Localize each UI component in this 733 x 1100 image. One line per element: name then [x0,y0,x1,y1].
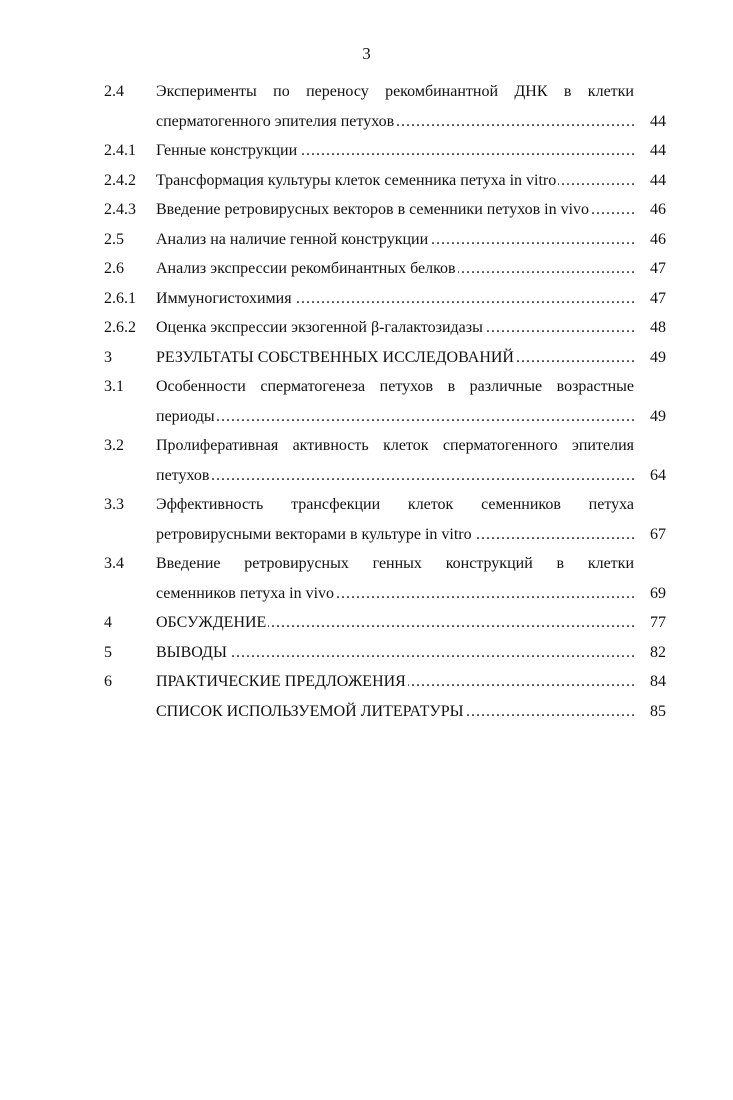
toc-entry-title: РЕЗУЛЬТАТЫ СОБСТВЕННЫХ ИССЛЕДОВАНИЙ [156,348,514,366]
toc-line [0,667,733,697]
toc-line [0,520,733,550]
toc-entry-page: 46 [650,230,666,248]
toc-entry-page: 77 [650,614,666,631]
toc-line [0,490,733,520]
toc-entry-page: 69 [650,584,666,602]
toc-entry-number: 2.4.3 [104,201,136,218]
toc-line [0,313,733,343]
toc-entry-title: Анализ на наличие генной конструкции [156,230,429,248]
table-of-contents [0,77,733,726]
toc-line [0,461,733,491]
toc-entry-number: 2.4.1 [104,142,136,159]
toc-entry-title: семенников петуха in vivo [156,584,335,602]
dot-leader [156,402,634,432]
toc-entry-number: 2.5 [104,230,124,248]
toc-entry-page: 44 [650,142,666,159]
toc-entry-number: 2.4 [104,83,124,100]
toc-line [0,343,733,373]
toc-entry-title: Особенности сперматогенеза петухов в различные возрастные [156,378,634,395]
toc-entry-number: 3.3 [104,496,124,513]
toc-line [0,579,733,609]
toc-line [0,608,733,638]
toc-entry-page: 46 [650,201,666,218]
page-number: 3 [362,44,371,63]
toc-entry-title: Анализ экспрессии рекомбинантных белков [156,260,456,277]
toc-entry-number: 3.2 [104,437,124,454]
toc-line [0,166,733,196]
toc-line [0,549,733,579]
toc-entry-number: 2.6 [104,260,124,277]
toc-entry-page: 44 [650,112,666,130]
toc-entry-number: 2.6.2 [104,319,136,336]
toc-entry-number: 2.4.2 [104,171,136,189]
toc-entry-number: 2.6.1 [104,289,136,307]
toc-entry-number: 4 [104,614,112,631]
toc-entry-page: 47 [650,289,666,307]
toc-entry-number: 3.1 [104,378,124,395]
toc-entry-title: ПРАКТИЧЕСКИЕ ПРЕДЛОЖЕНИЯ [156,673,406,690]
toc-entry-title: ВЫВОДЫ [156,643,227,661]
toc-entry-title: СПИСОК ИСПОЛЬЗУЕМОЙ ЛИТЕРАТУРЫ [156,702,464,720]
toc-entry-title: Трансформация культуры клеток семенника петуха in vitro [156,171,557,189]
toc-line [0,697,733,727]
toc-entry-page: 64 [650,466,666,484]
toc-line [0,284,733,314]
toc-entry-title: петухов [156,466,210,484]
toc-entry-title: Эксперименты по переносу рекомбинантной ДНК в клетки [156,83,634,100]
toc-entry-title: периоды [156,407,215,425]
toc-line [0,254,733,284]
toc-entry-title: сперматогенного эпителия петухов [156,112,395,130]
toc-entry-number: 3.4 [104,555,124,572]
toc-entry-title: Оценка экспрессии экзогенной β-галактозидазы [156,319,483,336]
toc-entry-page: 44 [650,171,666,189]
toc-entry-title: Введение ретровирусных генных конструкций в клетки [156,555,634,572]
toc-line [0,195,733,225]
toc-entry-title: Эффективность трансфекции клеток семенников петуха [156,496,634,513]
toc-entry-number: 3 [104,348,112,366]
toc-entry-page: 67 [650,525,666,543]
toc-entry-page: 82 [650,643,666,661]
toc-line [0,402,733,432]
toc-entry-title: Введение ретровирусных векторов в семенники петухов in vivo [156,201,590,218]
toc-entry-page: 49 [650,348,666,366]
toc-entry-page: 48 [650,319,666,336]
toc-line [0,431,733,461]
toc-entry-title: ретровирусными векторами в культуре in vitro [156,525,472,543]
toc-entry-page: 47 [650,260,666,277]
toc-entry-page: 85 [650,702,666,720]
toc-entry-page: 84 [650,673,666,690]
toc-entry-title: ОБСУЖДЕНИЕ [156,614,267,631]
toc-line [0,107,733,137]
toc-entry-page: 49 [650,407,666,425]
toc-entry-title: Иммуногистохимия [156,289,292,307]
toc-line [0,372,733,402]
toc-entry-number: 6 [104,673,112,690]
dot-leader [156,461,634,491]
toc-entry-title: Пролиферативная активность клеток сперматогенного эпителия [156,437,634,454]
toc-line [0,638,733,668]
toc-entry-title: Генные конструкции [156,142,298,159]
toc-entry-number: 5 [104,643,112,661]
toc-line [0,225,733,255]
toc-line [0,77,733,107]
toc-line [0,136,733,166]
